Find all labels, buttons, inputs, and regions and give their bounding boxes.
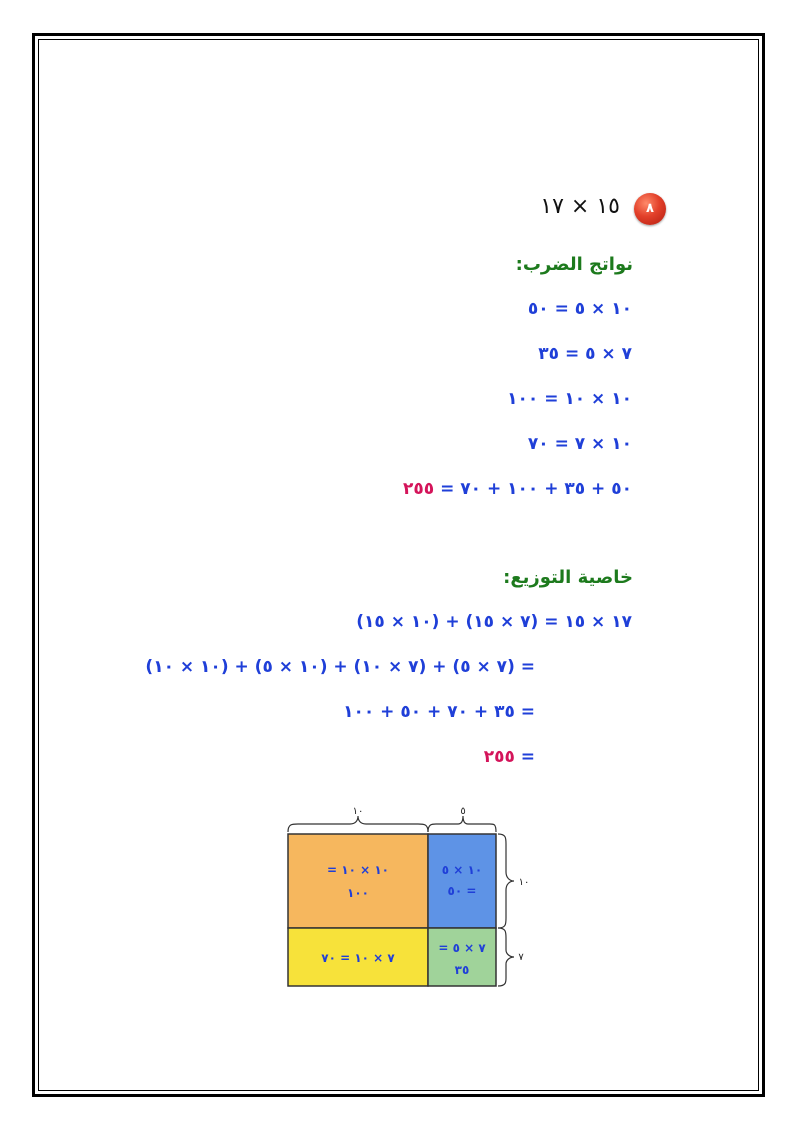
problem-expression: ١٥ × ١٧ <box>540 194 620 219</box>
partial-products-heading: نواتج الضرب: <box>515 254 633 275</box>
cell-top-left-line2: ١٠٠ <box>347 886 369 900</box>
partial-product-line-2: ٧ × ٥ = ٣٥ <box>538 344 632 364</box>
sum-result: ٢٥٥ <box>403 479 435 499</box>
distributive-line-1: ١٧ × ١٥ = (٧ × ١٥) + (١٠ × ١٥) <box>356 612 632 632</box>
cell-bottom-right-line2: ٣٥ <box>454 963 470 977</box>
top-label-ten: ١٠ <box>352 806 364 817</box>
partial-product-line-3: ١٠ × ١٠ = ١٠٠ <box>507 389 632 409</box>
area-model <box>272 802 542 996</box>
brace-top-five <box>428 816 496 832</box>
partial-product-line-1: ١٠ × ٥ = ٥٠ <box>527 299 632 319</box>
brace-top-ten <box>288 816 428 832</box>
distributive-heading: خاصية التوزيع: <box>503 567 633 588</box>
top-label-five: ٥ <box>460 806 466 817</box>
cell-bottom-right-line1: ٧ × ٥ = <box>438 941 486 955</box>
cell-bottom-left-line1: ٧ × ١٠ = ٧٠ <box>321 951 395 965</box>
cell-top-right <box>428 834 496 928</box>
cell-top-left-line1: ١٠ × ١٠ = <box>327 863 389 877</box>
cell-bottom-right <box>428 928 496 986</box>
partial-products-sum <box>403 478 632 500</box>
brace-side-seven <box>498 928 514 986</box>
distributive-prefix: = <box>514 747 535 767</box>
exercise-number: ٨ <box>646 201 654 216</box>
distributive-line-4 <box>484 746 535 768</box>
distributive-line-3: = ٣٥ + ٧٠ + ٥٠ + ١٠٠ <box>343 702 535 722</box>
distributive-result: ٢٥٥ <box>483 747 515 767</box>
partial-product-line-4: ١٠ × ٧ = ٧٠ <box>527 434 632 454</box>
brace-side-ten <box>498 834 514 928</box>
side-label-ten: ١٠ <box>518 877 530 888</box>
cell-top-right-line2: = ٥٠ <box>447 884 477 898</box>
cell-top-right-line1: ١٠ × ٥ <box>441 863 483 877</box>
distributive-line-2: = (٧ × ٥) + (٧ × ١٠) + (١٠ × ٥) + (١٠ × ١٠) <box>145 657 535 677</box>
sum-expression: ٥٠ + ٣٥ + ١٠٠ + ٧٠ = <box>434 479 632 499</box>
area-model-diagram <box>272 802 542 992</box>
cell-top-left <box>288 834 428 928</box>
exercise-number-badge <box>634 193 666 225</box>
side-label-seven: ٧ <box>518 952 524 963</box>
